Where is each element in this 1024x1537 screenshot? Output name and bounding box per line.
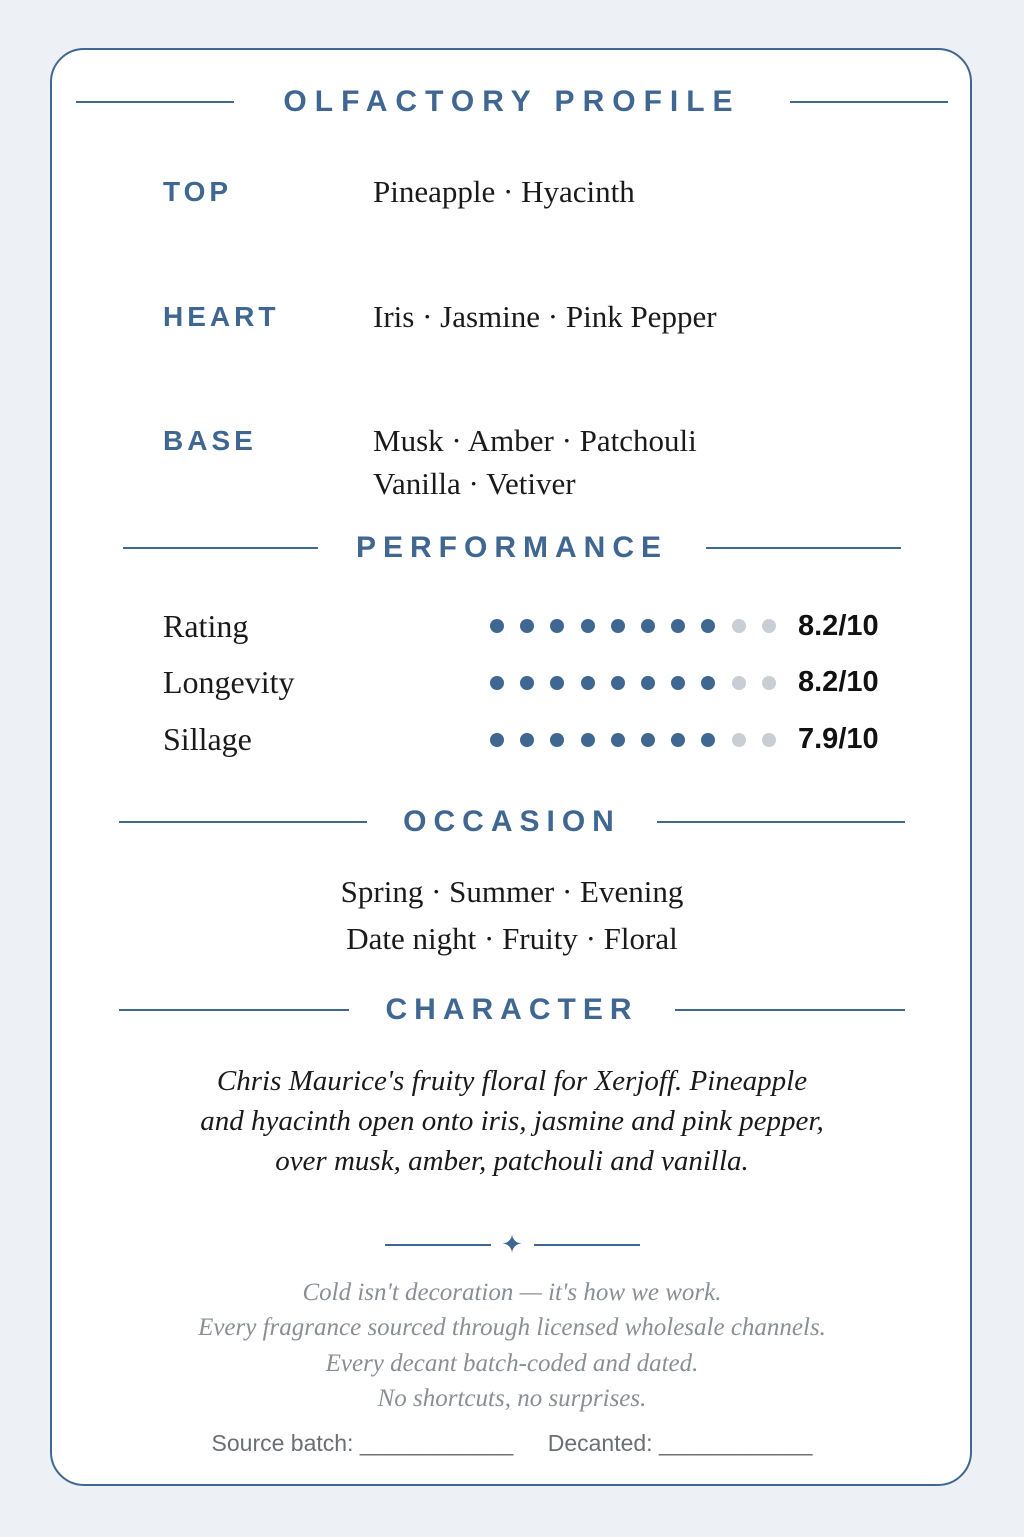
note-value-heart: Iris · Jasmine · Pink Pepper	[373, 299, 717, 334]
filled-dot	[641, 619, 655, 633]
perf-label-longevity: Longevity	[163, 664, 295, 700]
note-label-base: BASE	[163, 425, 257, 456]
occasion-heading: OCCASION	[403, 805, 621, 838]
perf-score-sillage: 7.9/10	[798, 723, 879, 755]
note-label-top: TOP	[163, 176, 233, 207]
filled-dot	[671, 619, 685, 633]
empty-dot	[732, 733, 746, 747]
filled-dot	[490, 619, 504, 633]
empty-dot	[762, 733, 776, 747]
profile-card	[50, 48, 972, 1486]
filled-dot	[701, 733, 715, 747]
character-line-3: over musk, amber, patchouli and vanilla.	[275, 1145, 749, 1177]
filled-dot	[701, 619, 715, 633]
perf-score-longevity: 8.2/10	[798, 666, 879, 698]
filled-dot	[520, 733, 534, 747]
perf-label-sillage: Sillage	[163, 721, 252, 757]
longevity-dots	[490, 676, 780, 692]
rating-dots	[490, 619, 780, 635]
decanted-field: Decanted: ____________	[547, 1430, 813, 1456]
batch-fields	[0, 1429, 1024, 1457]
footer-line-2: Every fragrance sourced through licensed wholesale channels.	[198, 1314, 826, 1341]
filled-dot	[611, 619, 625, 633]
filled-dot	[671, 676, 685, 690]
sparkle-icon: ✦	[501, 1230, 523, 1259]
divider-line	[385, 1244, 491, 1246]
perf-label-rating: Rating	[163, 608, 249, 644]
empty-dot	[762, 676, 776, 690]
source-batch-field: Source batch: ____________	[211, 1430, 514, 1456]
perf-score-rating: 8.2/10	[798, 610, 879, 642]
character-line-1: Chris Maurice's fruity floral for Xerjoff. Pineapple	[216, 1065, 808, 1097]
filled-dot	[550, 676, 564, 690]
filled-dot	[671, 733, 685, 747]
footer-line-1: Cold isn't decoration — it's how we work.	[302, 1279, 722, 1306]
filled-dot	[581, 619, 595, 633]
filled-dot	[641, 733, 655, 747]
occasion-line-1: Spring · Summer · Evening	[340, 874, 684, 909]
filled-dot	[490, 676, 504, 690]
empty-dot	[732, 676, 746, 690]
filled-dot	[550, 733, 564, 747]
empty-dot	[762, 619, 776, 633]
note-value-base-line-1: Musk · Amber · Patchouli	[373, 423, 697, 458]
character-line-2: and hyacinth open onto iris, jasmine and pink pepper,	[200, 1105, 824, 1137]
filled-dot	[701, 676, 715, 690]
occasion-line-2: Date night · Fruity · Floral	[346, 921, 678, 956]
filled-dot	[611, 733, 625, 747]
performance-heading: PERFORMANCE	[355, 531, 668, 564]
filled-dot	[641, 676, 655, 690]
note-value-base-line-2: Vanilla · Vetiver	[373, 466, 576, 501]
filled-dot	[581, 733, 595, 747]
footer-line-4: No shortcuts, no surprises.	[377, 1385, 647, 1412]
note-value-top: Pineapple · Hyacinth	[373, 174, 635, 209]
filled-dot	[520, 676, 534, 690]
note-label-heart: HEART	[163, 301, 280, 332]
filled-dot	[490, 733, 504, 747]
filled-dot	[611, 676, 625, 690]
filled-dot	[550, 619, 564, 633]
character-heading: CHARACTER	[385, 993, 639, 1026]
footer-line-3: Every decant batch-coded and dated.	[325, 1350, 699, 1377]
olfactory-profile-heading: OLFACTORY PROFILE	[283, 85, 741, 118]
empty-dot	[732, 619, 746, 633]
divider-line	[534, 1244, 640, 1246]
filled-dot	[581, 676, 595, 690]
filled-dot	[520, 619, 534, 633]
sillage-dots	[490, 733, 780, 749]
